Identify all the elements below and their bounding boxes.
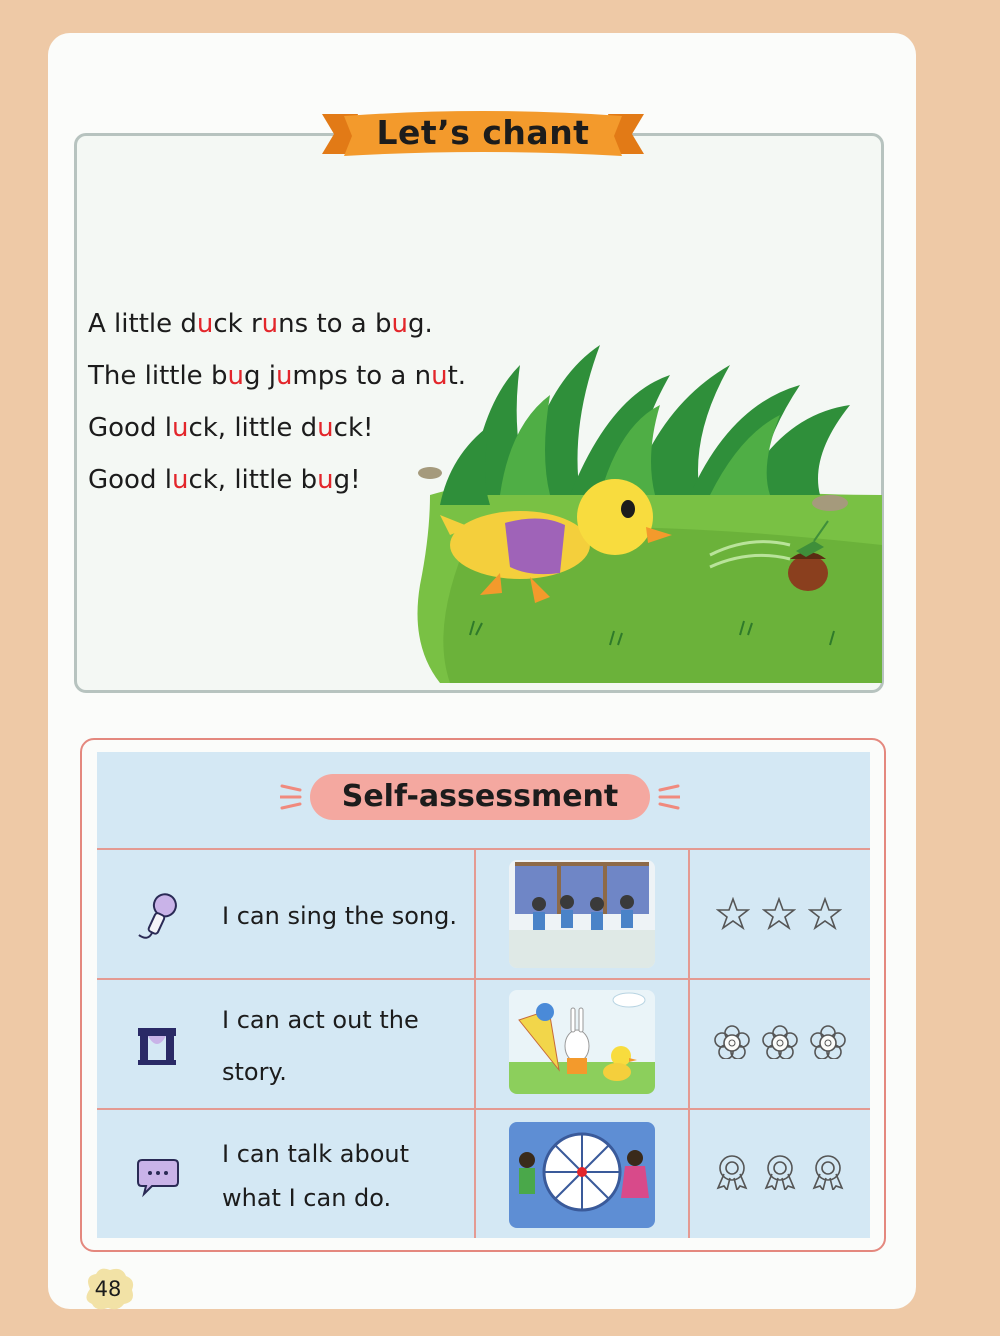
highlighted-letter: u	[391, 309, 408, 339]
kids-singing-thumbnail	[509, 860, 655, 968]
rosette-icon[interactable]	[762, 1154, 798, 1190]
chant-text: ck, little b	[188, 465, 318, 495]
self-assessment-title-badge	[280, 770, 680, 826]
stage-icon	[136, 1026, 178, 1066]
star-icon[interactable]	[762, 897, 796, 931]
chant-text: g!	[333, 465, 361, 495]
self-assessment-title: Self-assessment	[341, 779, 619, 814]
row3-text-line2: what I can do.	[222, 1184, 392, 1212]
page-number-badge	[80, 1266, 136, 1312]
chant-text: A little d	[88, 309, 197, 339]
chant-text: g.	[408, 309, 433, 339]
row2-text-line1: I can act out the	[222, 1006, 419, 1034]
chant-text: Good l	[88, 413, 172, 443]
chant-text: The little b	[88, 361, 228, 391]
flower-icon[interactable]	[714, 1025, 750, 1059]
microphone-icon	[136, 890, 182, 946]
star-rating	[716, 897, 842, 931]
star-icon[interactable]	[716, 897, 750, 931]
rosette-icon[interactable]	[714, 1154, 750, 1190]
duck-and-bug-illustration	[410, 345, 882, 683]
rosette-icon[interactable]	[810, 1154, 846, 1190]
chant-text: g j	[243, 361, 276, 391]
chant-text: ck!	[333, 413, 374, 443]
chant-title: Let’s chant	[376, 113, 590, 152]
page-number: 48	[94, 1277, 122, 1301]
highlighted-letter: u	[196, 309, 214, 339]
highlighted-letter: u	[171, 465, 189, 495]
chant-text: mps to a n	[292, 361, 432, 391]
highlighted-letter: u	[171, 413, 189, 443]
chant-text: ck r	[213, 309, 262, 339]
table-divider	[97, 848, 870, 850]
highlighted-letter: u	[275, 361, 293, 391]
table-column-divider	[474, 848, 476, 1238]
row3-text-line1: I can talk about	[222, 1140, 410, 1168]
chant-title-ribbon	[322, 108, 644, 164]
star-icon[interactable]	[808, 897, 842, 931]
chant-text: ck, little d	[188, 413, 318, 443]
chant-text: t.	[447, 361, 467, 391]
flower-icon[interactable]	[810, 1025, 846, 1059]
clock-activities-thumbnail	[509, 1122, 655, 1228]
highlighted-letter: u	[227, 361, 244, 391]
flower-rating	[714, 1025, 846, 1059]
story-characters-thumbnail	[509, 990, 655, 1094]
speech-bubble-icon	[136, 1156, 180, 1198]
highlighted-letter: u	[317, 413, 334, 443]
chant-text: ns to a b	[278, 309, 392, 339]
row1-text-line1: I can sing the song.	[222, 902, 457, 930]
rosette-rating	[714, 1154, 846, 1190]
chant-text: Good l	[88, 465, 172, 495]
highlighted-letter: u	[317, 465, 334, 495]
flower-icon[interactable]	[762, 1025, 798, 1059]
table-column-divider	[688, 848, 690, 1238]
table-divider	[97, 978, 870, 980]
row2-text-line2: story.	[222, 1058, 287, 1086]
table-divider	[97, 1108, 870, 1110]
highlighted-letter: u	[261, 309, 279, 339]
highlighted-letter: u	[431, 361, 448, 391]
chant-line	[88, 298, 508, 350]
